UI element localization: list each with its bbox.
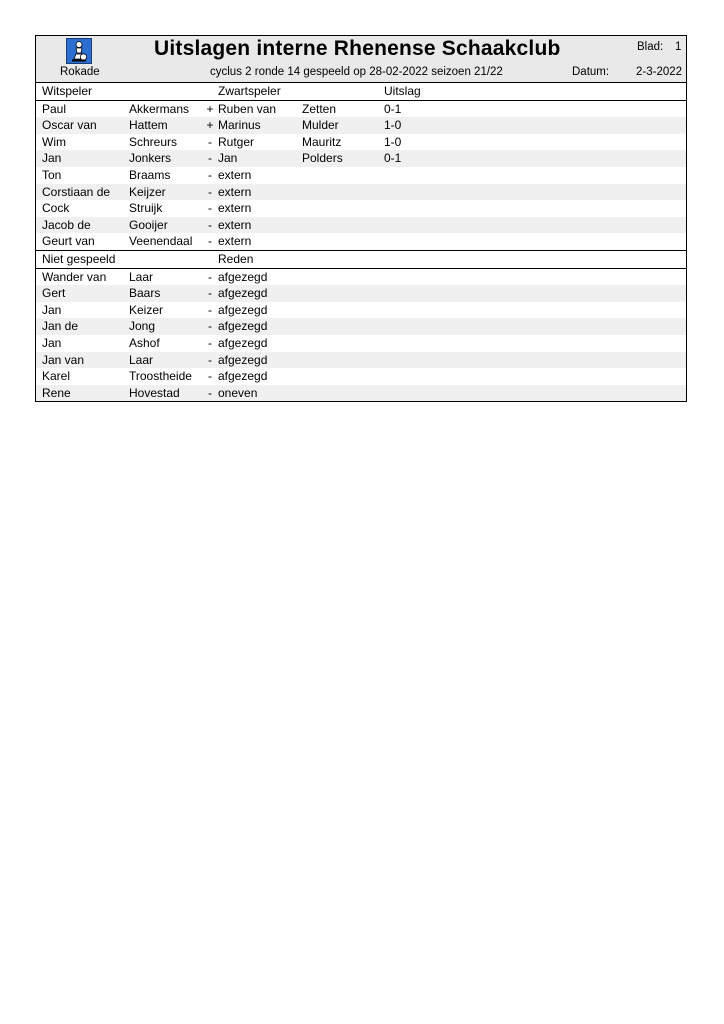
black-first-name: extern: [218, 234, 252, 249]
chess-pawn-logo-icon: [66, 38, 92, 64]
white-first-name: Cock: [42, 201, 70, 216]
black-last-name: Mulder: [302, 118, 339, 133]
player-last-name: Jong: [129, 319, 156, 334]
white-first-name: Ton: [42, 167, 62, 182]
black-first-name: extern: [218, 184, 252, 199]
row-separator: -: [208, 302, 212, 317]
date-value: 2-3-2022: [636, 66, 683, 78]
player-last-name: Laar: [129, 269, 154, 284]
absence-reason: afgezegd: [218, 269, 268, 284]
black-player-header: Zwartspeler: [218, 84, 281, 98]
table-row: [36, 233, 686, 250]
table-row: [36, 200, 686, 217]
table-row: [36, 302, 686, 319]
absence-reason: afgezegd: [218, 286, 268, 301]
row-separator: +: [206, 118, 214, 133]
white-last-name: Jonkers: [129, 151, 172, 166]
row-separator: -: [208, 234, 212, 249]
black-last-name: Polders: [302, 151, 343, 166]
table-row: [36, 134, 686, 151]
round-subtitle: cyclus 2 ronde 14 gespeeld op 28-02-2022 seizoen 21/22: [210, 66, 503, 78]
white-last-name: Veenendaal: [129, 234, 193, 249]
player-first-name: Jan: [42, 302, 62, 317]
results-header-row: [36, 83, 686, 101]
row-separator: -: [208, 201, 212, 216]
table-row: [36, 150, 686, 167]
game-result: 0-1: [384, 151, 402, 166]
black-first-name: extern: [218, 167, 252, 182]
row-separator: -: [208, 352, 212, 367]
row-separator: +: [206, 101, 214, 116]
table-row: [36, 117, 686, 134]
player-last-name: Hovestad: [129, 385, 180, 400]
black-last-name: Zetten: [302, 101, 337, 116]
white-last-name: Struijk: [129, 201, 163, 216]
game-result: 0-1: [384, 101, 402, 116]
row-separator: -: [208, 134, 212, 149]
white-last-name: Gooijer: [129, 217, 168, 232]
row-separator: -: [208, 217, 212, 232]
player-last-name: Baars: [129, 286, 161, 301]
white-first-name: Geurt van: [42, 234, 95, 249]
player-last-name: Keizer: [129, 302, 164, 317]
player-last-name: Laar: [129, 352, 154, 367]
row-separator: -: [208, 151, 212, 166]
date-label: Datum:: [572, 66, 610, 78]
not-played-header-row: [36, 250, 686, 269]
table-row: [36, 335, 686, 352]
black-first-name: Rutger: [218, 134, 255, 149]
sheet-number-value: 1: [675, 41, 682, 53]
table-row: [36, 217, 686, 234]
table-row: [36, 368, 686, 385]
white-first-name: Paul: [42, 101, 67, 116]
player-first-name: Jan de: [42, 319, 79, 334]
black-first-name: extern: [218, 217, 252, 232]
results-sheet: [35, 35, 687, 402]
row-separator: -: [208, 286, 212, 301]
table-row: [36, 318, 686, 335]
game-result: 1-0: [384, 134, 402, 149]
player-first-name: Wander van: [42, 269, 107, 284]
table-row: [36, 352, 686, 369]
player-first-name: Karel: [42, 369, 71, 384]
row-separator: -: [208, 269, 212, 284]
absence-reason: oneven: [218, 385, 258, 400]
not-played-table: [36, 269, 686, 402]
white-last-name: Akkermans: [129, 101, 190, 116]
white-player-header: Witspeler: [42, 84, 93, 98]
player-last-name: Troostheide: [129, 369, 192, 384]
player-first-name: Rene: [42, 385, 71, 400]
white-first-name: Corstiaan de: [42, 184, 111, 199]
table-row: [36, 101, 686, 118]
table-row: [36, 269, 686, 286]
absence-reason: afgezegd: [218, 352, 268, 367]
absence-reason: afgezegd: [218, 369, 268, 384]
club-name: Rokade: [60, 66, 100, 78]
white-first-name: Oscar van: [42, 118, 97, 133]
absence-reason: afgezegd: [218, 319, 268, 334]
row-separator: -: [208, 184, 212, 199]
not-played-header: Niet gespeeld: [42, 251, 116, 266]
player-last-name: Ashof: [129, 335, 160, 350]
sheet-number-label: Blad:: [637, 41, 664, 53]
player-first-name: Jan: [42, 335, 62, 350]
page-title: Uitslagen interne Rhenense Schaakclub: [154, 37, 561, 60]
black-first-name: extern: [218, 201, 252, 216]
absence-reason: afgezegd: [218, 335, 268, 350]
row-separator: -: [208, 167, 212, 182]
game-result: 1-0: [384, 118, 402, 133]
white-last-name: Hattem: [129, 118, 168, 133]
white-first-name: Wim: [42, 134, 66, 149]
absence-reason: afgezegd: [218, 302, 268, 317]
white-first-name: Jacob de: [42, 217, 91, 232]
row-separator: -: [208, 319, 212, 334]
sheet-header: [36, 36, 686, 83]
row-separator: -: [208, 369, 212, 384]
black-last-name: Mauritz: [302, 134, 342, 149]
reason-header: Reden: [218, 251, 254, 266]
player-first-name: Jan van: [42, 352, 85, 367]
black-first-name: Jan: [218, 151, 238, 166]
white-last-name: Schreurs: [129, 134, 178, 149]
table-row: [36, 167, 686, 184]
white-last-name: Braams: [129, 167, 171, 182]
table-row: [36, 184, 686, 201]
white-last-name: Keijzer: [129, 184, 166, 199]
row-separator: -: [208, 335, 212, 350]
player-first-name: Gert: [42, 286, 66, 301]
row-separator: -: [208, 385, 212, 400]
table-row: [36, 385, 686, 402]
white-first-name: Jan: [42, 151, 62, 166]
result-header: Uitslag: [384, 84, 421, 98]
results-table: [36, 101, 686, 250]
black-first-name: Marinus: [218, 118, 261, 133]
black-first-name: Ruben van: [218, 101, 277, 116]
table-row: [36, 285, 686, 302]
